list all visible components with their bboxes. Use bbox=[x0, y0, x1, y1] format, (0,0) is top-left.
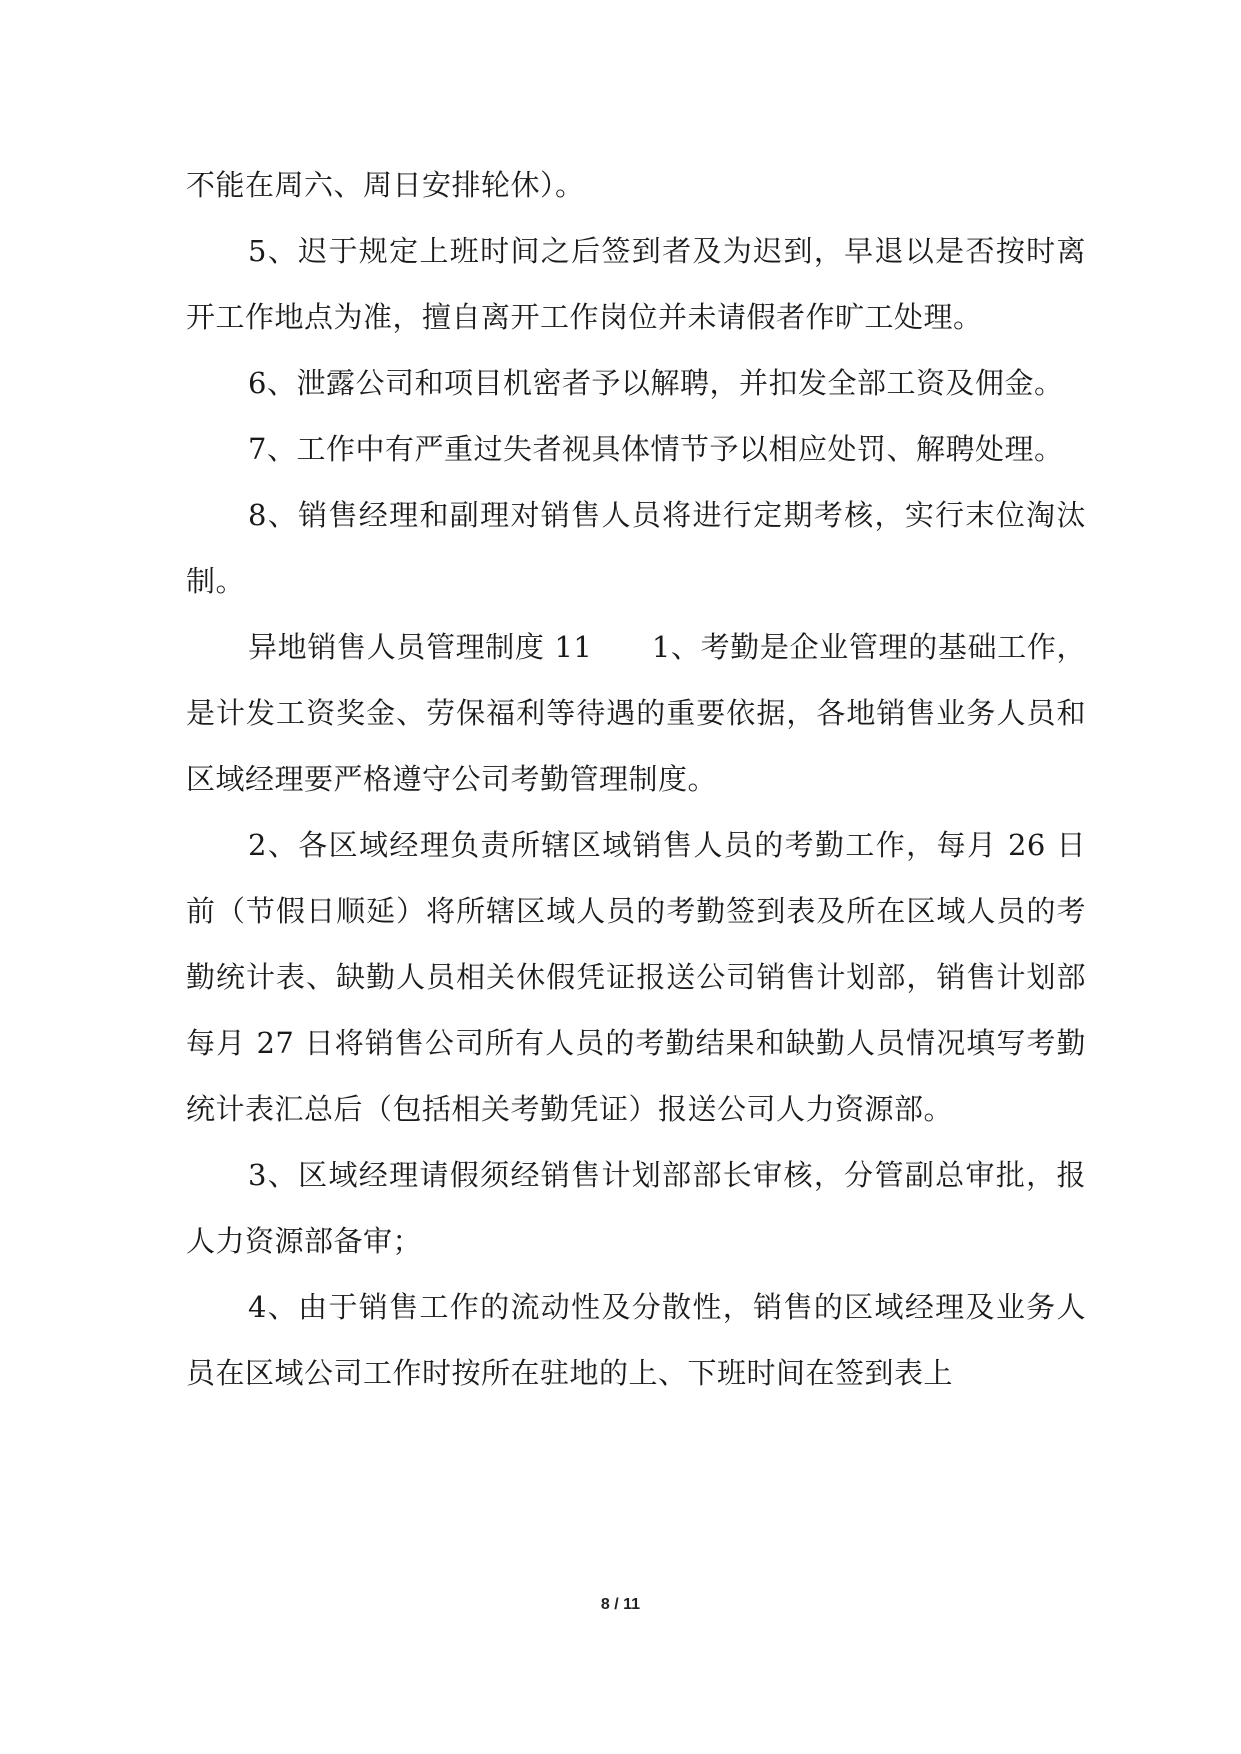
paragraph-item-6: 6、泄露公司和项目机密者予以解聘，并扣发全部工资及佣金。 bbox=[248, 366, 1064, 400]
document-body bbox=[186, 152, 1086, 1406]
paragraph-section-11-item-3: 3、区域经理请假须经销售计划部部长审核，分管副总审批，报人力资源部备审； bbox=[186, 1158, 1086, 1258]
paragraph-item-7: 7、工作中有严重过失者视具体情节予以相应处罚、解聘处理。 bbox=[248, 432, 1064, 466]
page-number: 8 / 11 bbox=[600, 1596, 641, 1613]
paragraph-item-8: 8、销售经理和副理对销售人员将进行定期考核，实行末位淘汰制。 bbox=[186, 498, 1086, 598]
paragraph-section-11-item-4: 4、由于销售工作的流动性及分散性，销售的区域经理及业务人员在区域公司工作时按所在驻地的上、下班时间在签到表上 bbox=[186, 1290, 1086, 1390]
paragraph-section-11-item-1: 异地销售人员管理制度 11 1、考勤是企业管理的基础工作，是计发工资奖金、劳保福利等待遇的重要依据，各地销售业务人员和区域经理要严格遵守公司考勤管理制度。 bbox=[186, 630, 1086, 796]
paragraph-item-5: 5、迟于规定上班时间之后签到者及为迟到，早退以是否按时离开工作地点为准，擅自离开工作岗位并未请假者作旷工处理。 bbox=[186, 234, 1086, 334]
paragraph-section-11-item-2: 2、各区域经理负责所辖区域销售人员的考勤工作，每月 26 日前（节假日顺延）将所辖区域人员的考勤签到表及所在区域人员的考勤统计表、缺勤人员相关休假凭证报送公司销售计划部，销售计划部每月 27 日将销售公司所有人员的考勤结果和缺勤人员情况填写考勤统计表汇总后（包括相关考勤凭证）报送公司人力资源部。 bbox=[186, 828, 1086, 1126]
paragraph-continuation: 不能在周六、周日安排轮休）。 bbox=[186, 168, 585, 202]
